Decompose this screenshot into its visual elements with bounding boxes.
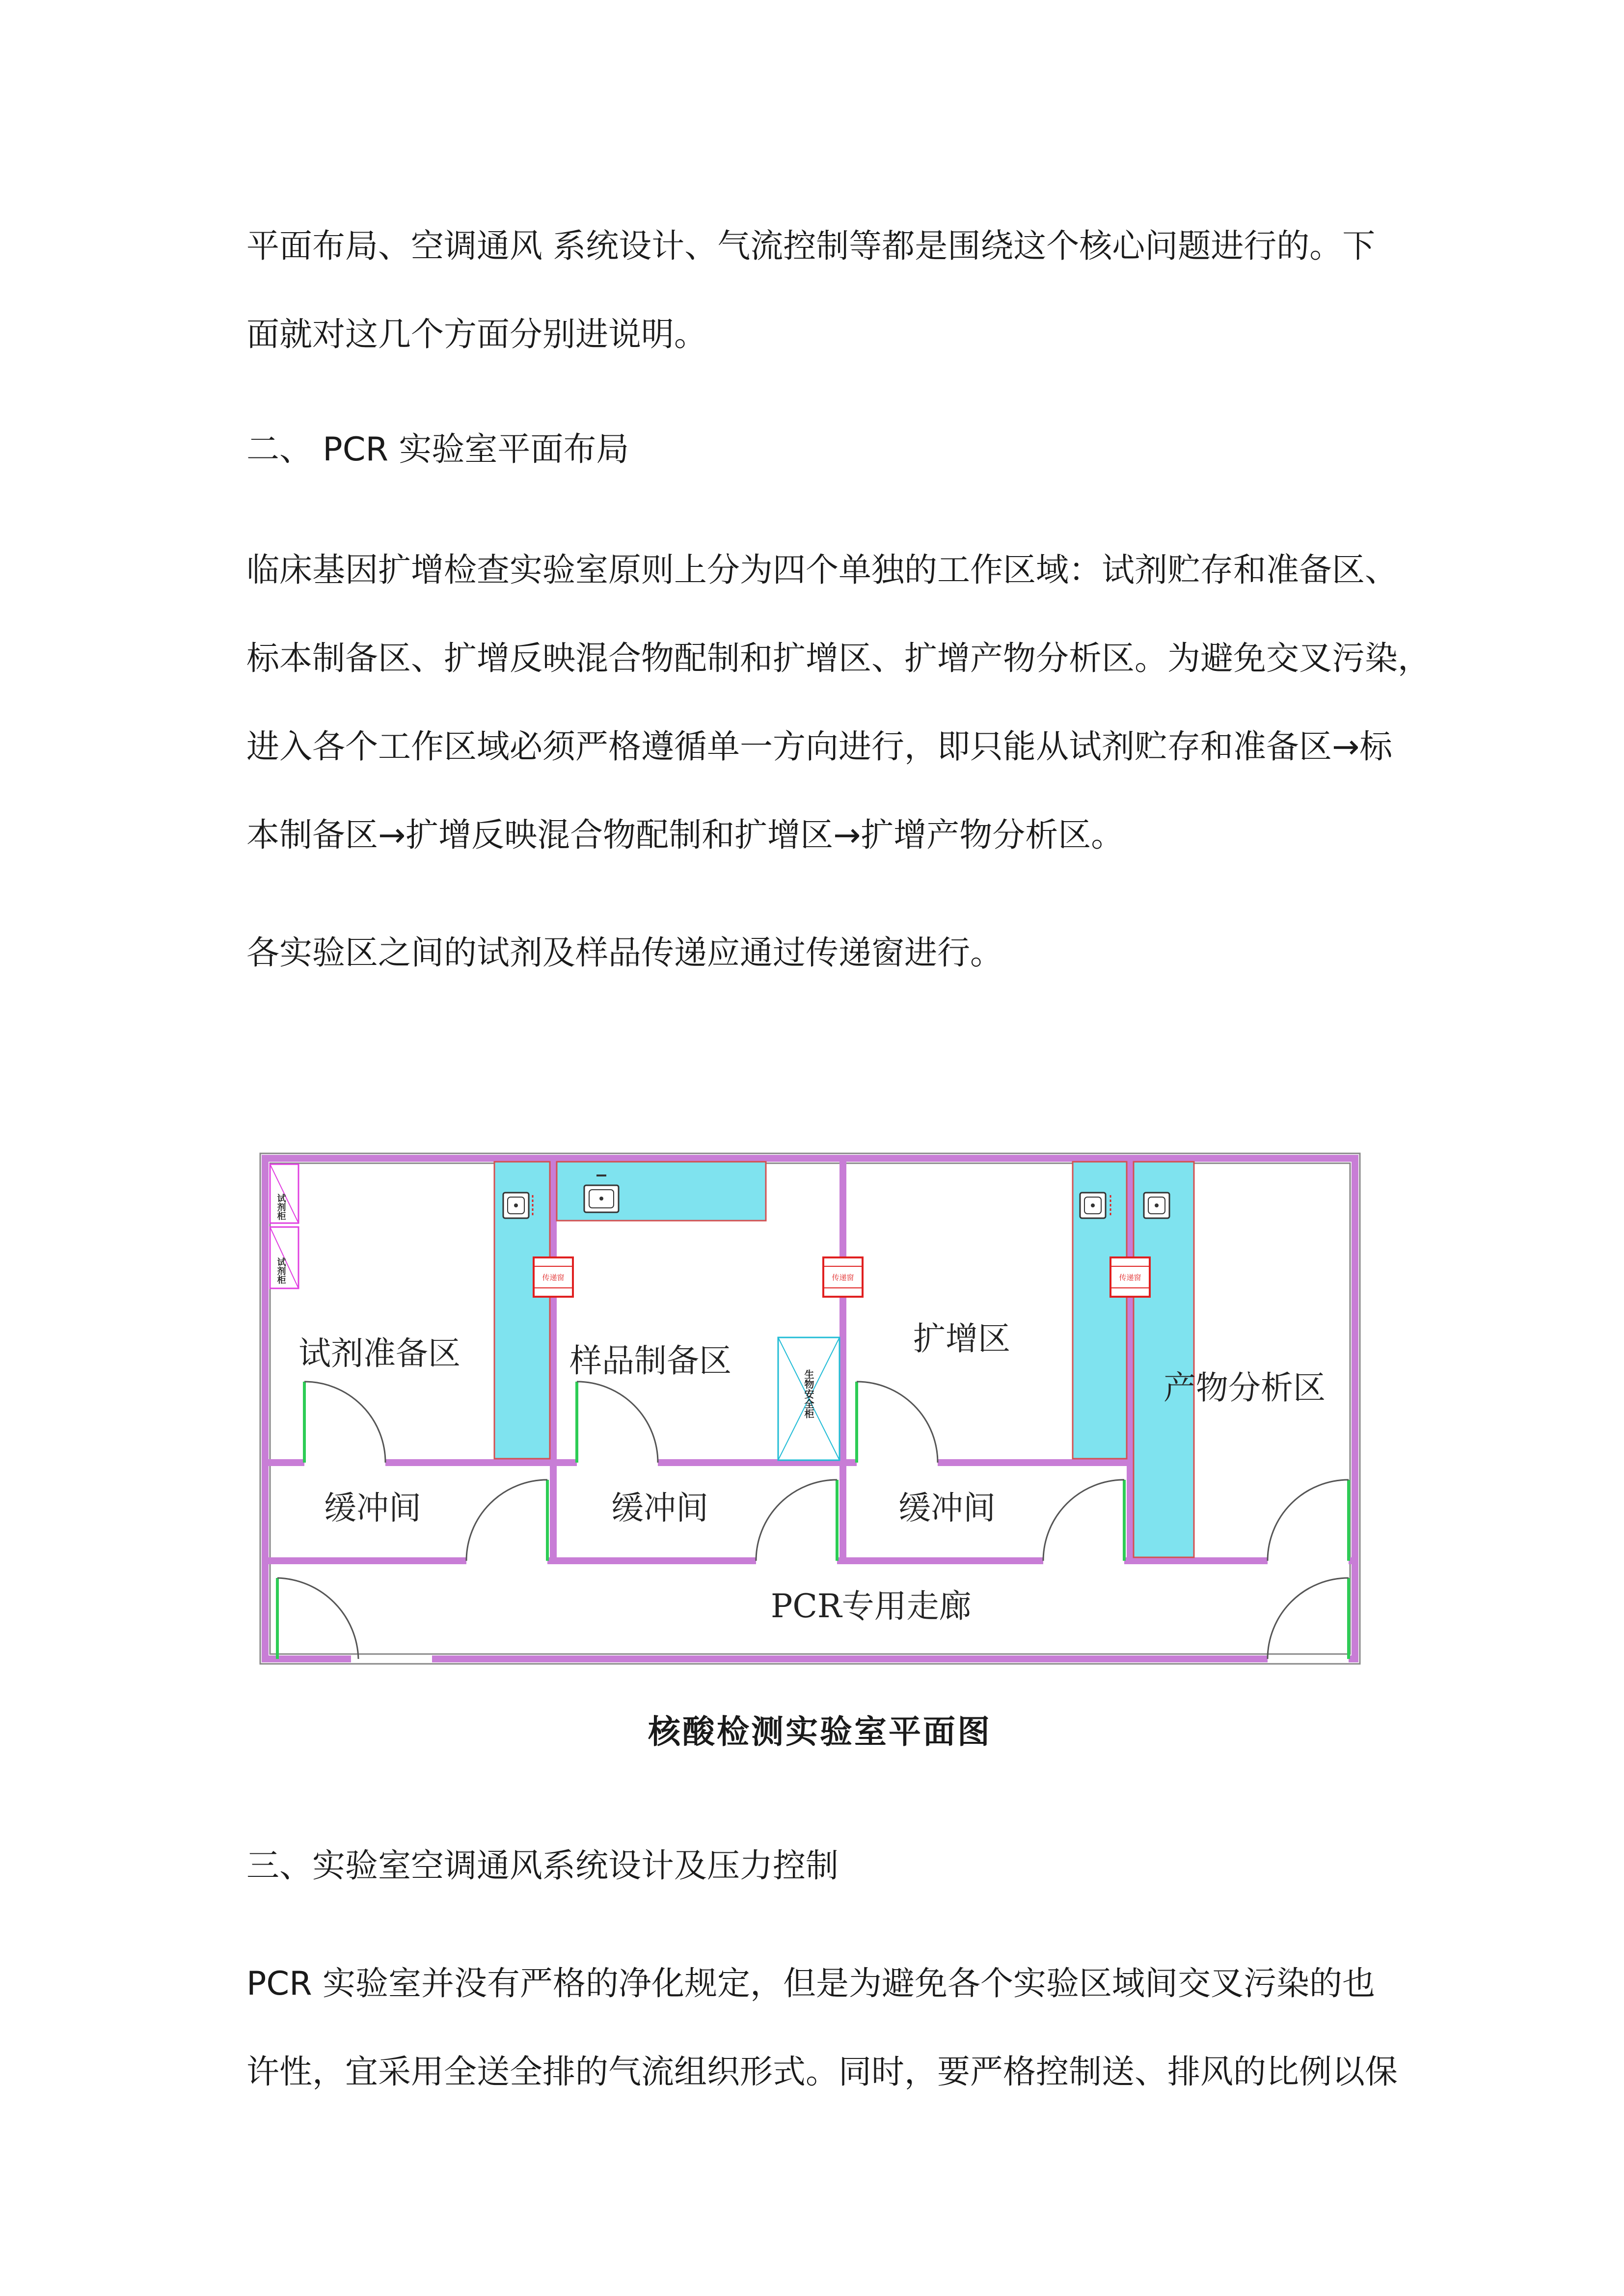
- pass-box-label: 传递窗: [832, 1273, 854, 1282]
- paragraph-line: PCR 实验室并没有严格的净化规定，但是为避免各个实验区域间交叉污染的也: [246, 1964, 1376, 2002]
- door: [466, 1480, 547, 1565]
- door: [1043, 1480, 1124, 1565]
- door: [1268, 1578, 1349, 1663]
- paragraph-line: 临床基因扩增检查实验室原则上分为四个单独的工作区域：试剂贮存和准备区、: [246, 551, 1398, 589]
- pass-box-label: 传递窗: [542, 1273, 565, 1282]
- door: [756, 1480, 837, 1565]
- biosafety-cabinet-label: 生物安全柜: [803, 1369, 814, 1418]
- paragraph-line: 各实验区之间的试剂及样品传递应通过传递窗进行。: [246, 934, 1003, 972]
- door: [277, 1578, 432, 1663]
- floor-plan: [255, 1148, 1365, 1679]
- room-label-buffer: 缓冲间: [611, 1489, 708, 1527]
- pass-box-label: 传递窗: [1119, 1273, 1141, 1282]
- room-label-buffer: 缓冲间: [324, 1489, 421, 1527]
- section-heading: 二、 PCR 实验室平面布局: [246, 430, 629, 468]
- door: [857, 1382, 938, 1467]
- door: [304, 1382, 385, 1467]
- room-label-reagent-prep: 试剂准备区: [298, 1335, 460, 1372]
- paragraph-line: 平面布局、空调通风 系统设计、气流控制等都是围绕这个核心问题进行的。下: [246, 227, 1376, 265]
- room-label-sample-prep: 样品制备区: [569, 1342, 731, 1380]
- door: [577, 1382, 658, 1467]
- bench: [1134, 1162, 1194, 1557]
- sink-icon: [503, 1193, 533, 1218]
- door: [1268, 1480, 1349, 1565]
- paragraph-line: 许性，宜采用全送全排的气流组织形式。同时，要严格控制送、排风的比例以保: [246, 2053, 1398, 2091]
- sink-icon: [1144, 1193, 1169, 1218]
- room-label-corridor: PCR专用走廊: [771, 1587, 972, 1625]
- paragraph-line: 标本制备区、扩增反映混合物配制和扩增区、扩增产物分析区。为避免交叉污染，: [246, 639, 1431, 677]
- sink-icon: [1080, 1193, 1110, 1218]
- paragraph-line: 进入各个工作区域必须严格遵循单一方向进行，即只能从试剂贮存和准备区→标: [246, 727, 1393, 766]
- room-label-buffer: 缓冲间: [898, 1489, 996, 1527]
- biosafety-cabinet: [778, 1337, 839, 1460]
- cabinet-label: 试剂柜: [275, 1257, 286, 1284]
- paragraph-line: 面就对这几个方面分别进说明。: [246, 315, 707, 353]
- pass-box: [823, 1257, 863, 1297]
- room-label-amplification: 扩增区: [913, 1320, 1010, 1358]
- room-label-product-analysis: 产物分析区: [1164, 1369, 1326, 1407]
- paragraph-line: 本制备区→扩增反映混合物配制和扩增区→扩增产物分析区。: [246, 816, 1124, 854]
- pass-box: [534, 1257, 573, 1297]
- cabinet-label: 试剂柜: [275, 1194, 286, 1220]
- pass-box: [1110, 1257, 1150, 1297]
- figure-caption: 核酸检测实验室平面图: [648, 1713, 992, 1751]
- section-heading: 三、实验室空调通风系统设计及压力控制: [246, 1846, 839, 1885]
